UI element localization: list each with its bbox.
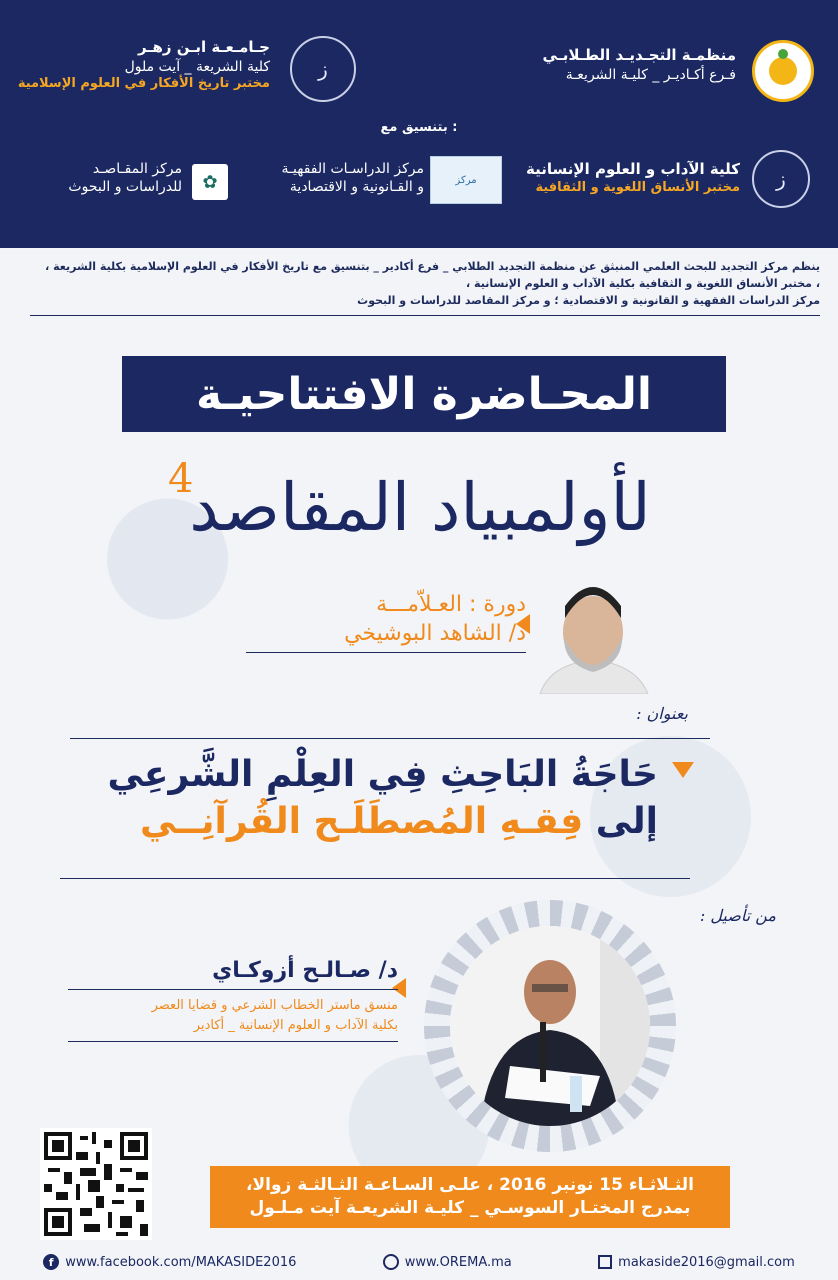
- partner3-line1: مركز المقـاصـد: [92, 161, 182, 177]
- session-block: [246, 592, 526, 653]
- date-box: [210, 1166, 730, 1228]
- website-link[interactable]: [383, 1254, 512, 1270]
- partner1-line2: مختبر الأنساق اللغوية و الثقافية: [535, 179, 740, 195]
- intro-paragraph: [30, 258, 820, 316]
- session-divider: [246, 652, 526, 653]
- right-org: [542, 46, 736, 84]
- date-line2: بمدرج المختـار السوسـي _ كليـة الشريعـة آيت مـلـول: [249, 1198, 691, 1218]
- email-link[interactable]: [598, 1255, 795, 1270]
- tajdid-logo: [752, 40, 814, 102]
- fiqh-center-logo: مركز: [430, 156, 502, 204]
- rooting-label: من تأصيل :: [699, 906, 776, 925]
- topic-top-divider: [70, 738, 710, 739]
- scholar-portrait: [530, 568, 656, 694]
- speaker2-role2: بكلية الآداب و العلوم الإنسانية _ أكادير: [193, 1017, 398, 1033]
- title-box: [122, 356, 726, 432]
- facebook-link[interactable]: [43, 1254, 296, 1270]
- partner3: [68, 160, 182, 196]
- olympiad-heading: [60, 452, 780, 562]
- olympiad-number: 4: [168, 456, 194, 502]
- coordination-label: بتنسيق مع :: [380, 120, 458, 135]
- speaker2-bottom-divider: [68, 1041, 398, 1042]
- intro-line1: ينظم مركز التجديد للبحث العلمي المنبثق عن منظمة التجديد الطلابي _ فرع أكادير _ بتنسيق مع تاريخ الأفكار في العلوم الإسلامية بكلية الشريعة ،: [45, 260, 820, 273]
- topic-line2: [58, 801, 658, 842]
- partner2-line1: مركز الدراسـات الفقهيـة: [281, 161, 424, 177]
- right-org-line2: فـرع أكـاديـر _ كليـة الشريعـة: [565, 66, 736, 83]
- qr-code[interactable]: [40, 1128, 152, 1240]
- topic-line2-prefix: إلى: [583, 801, 658, 842]
- speaker2-divider: [68, 989, 398, 990]
- olympiad-word: لأولمبياد المقاصد: [189, 468, 651, 546]
- faculty-letters-logo: ز: [752, 150, 810, 208]
- mail-icon: [598, 1255, 612, 1269]
- university-logo: ز: [290, 36, 356, 102]
- topic-line1: حَاجَةُ البَاحِثِ فِي العِلْمِ الشَّرعِي: [107, 754, 658, 795]
- partner2-line2: و القـانونية و الاقتصادية: [289, 179, 424, 196]
- website-url[interactable]: www.OREMA.ma: [404, 1254, 512, 1270]
- topic-line2-highlight: فِقـهِ المُصطَلَـح القُرآنِــي: [139, 801, 584, 842]
- partner1-line1: كلية الآداب و العلوم الإنسانية: [526, 160, 740, 178]
- left-org-line1: جـامـعـة ابـن زهـر: [137, 38, 270, 56]
- intro-line3: مركز الدراسات الفقهية و القانونية و الاقتصادية ؛ و مركز المقاصد للدراسات و البحوث: [357, 294, 820, 308]
- left-org: [18, 38, 270, 93]
- speaker2-name: د/ صـالـح أزوكـاي: [212, 958, 398, 983]
- globe-icon: [383, 1254, 399, 1270]
- header-banner: [0, 0, 838, 248]
- footer: [0, 1244, 838, 1280]
- page-title: المحـاضرة الافتتاحيـة: [195, 368, 653, 420]
- session-line2: د/ الشاهد البوشيخي: [344, 621, 526, 646]
- session-line1: دورة : العـلاّمـــة: [376, 592, 526, 617]
- topic-bottom-divider: [60, 878, 690, 879]
- maqasid-center-logo: ✿: [192, 164, 228, 200]
- partner1: [526, 160, 740, 196]
- facebook-icon: f: [43, 1254, 59, 1270]
- email-address[interactable]: makaside2016@gmail.com: [618, 1254, 795, 1270]
- speaker-portrait: [450, 926, 650, 1126]
- left-org-line2: كلية الشريعة _ آيت ملول: [124, 58, 270, 75]
- topic-block: [58, 754, 658, 842]
- partner3-line2: للدراسات و البحوث: [68, 179, 182, 196]
- topic-label: بعنوان :: [636, 704, 688, 723]
- left-org-line3: مختبر تاريخ الأفكار في العلوم الإسلامية: [17, 75, 270, 91]
- speaker2-block: [68, 958, 398, 1048]
- speaker-portrait-frame: [424, 900, 676, 1152]
- intro-line2: ، مختبر الأنساق اللغوية و الثقافية بكلية الآداب و العلوم الإنسانية ،: [466, 277, 820, 291]
- arrow-down-icon: [672, 762, 694, 778]
- right-org-line1: منظمـة التجـديـد الطـلابـي: [542, 46, 736, 64]
- date-line1: الثـلاثـاء 15 نونبر 2016 ، علـى السـاعـة الثـالثـة زوالا،: [246, 1175, 694, 1196]
- facebook-url[interactable]: www.facebook.com/MAKASIDE2016: [65, 1254, 297, 1270]
- speaker2-role1: منسق ماستر الخطاب الشرعي و قضايا العصر: [151, 998, 398, 1013]
- partner2: [281, 160, 424, 196]
